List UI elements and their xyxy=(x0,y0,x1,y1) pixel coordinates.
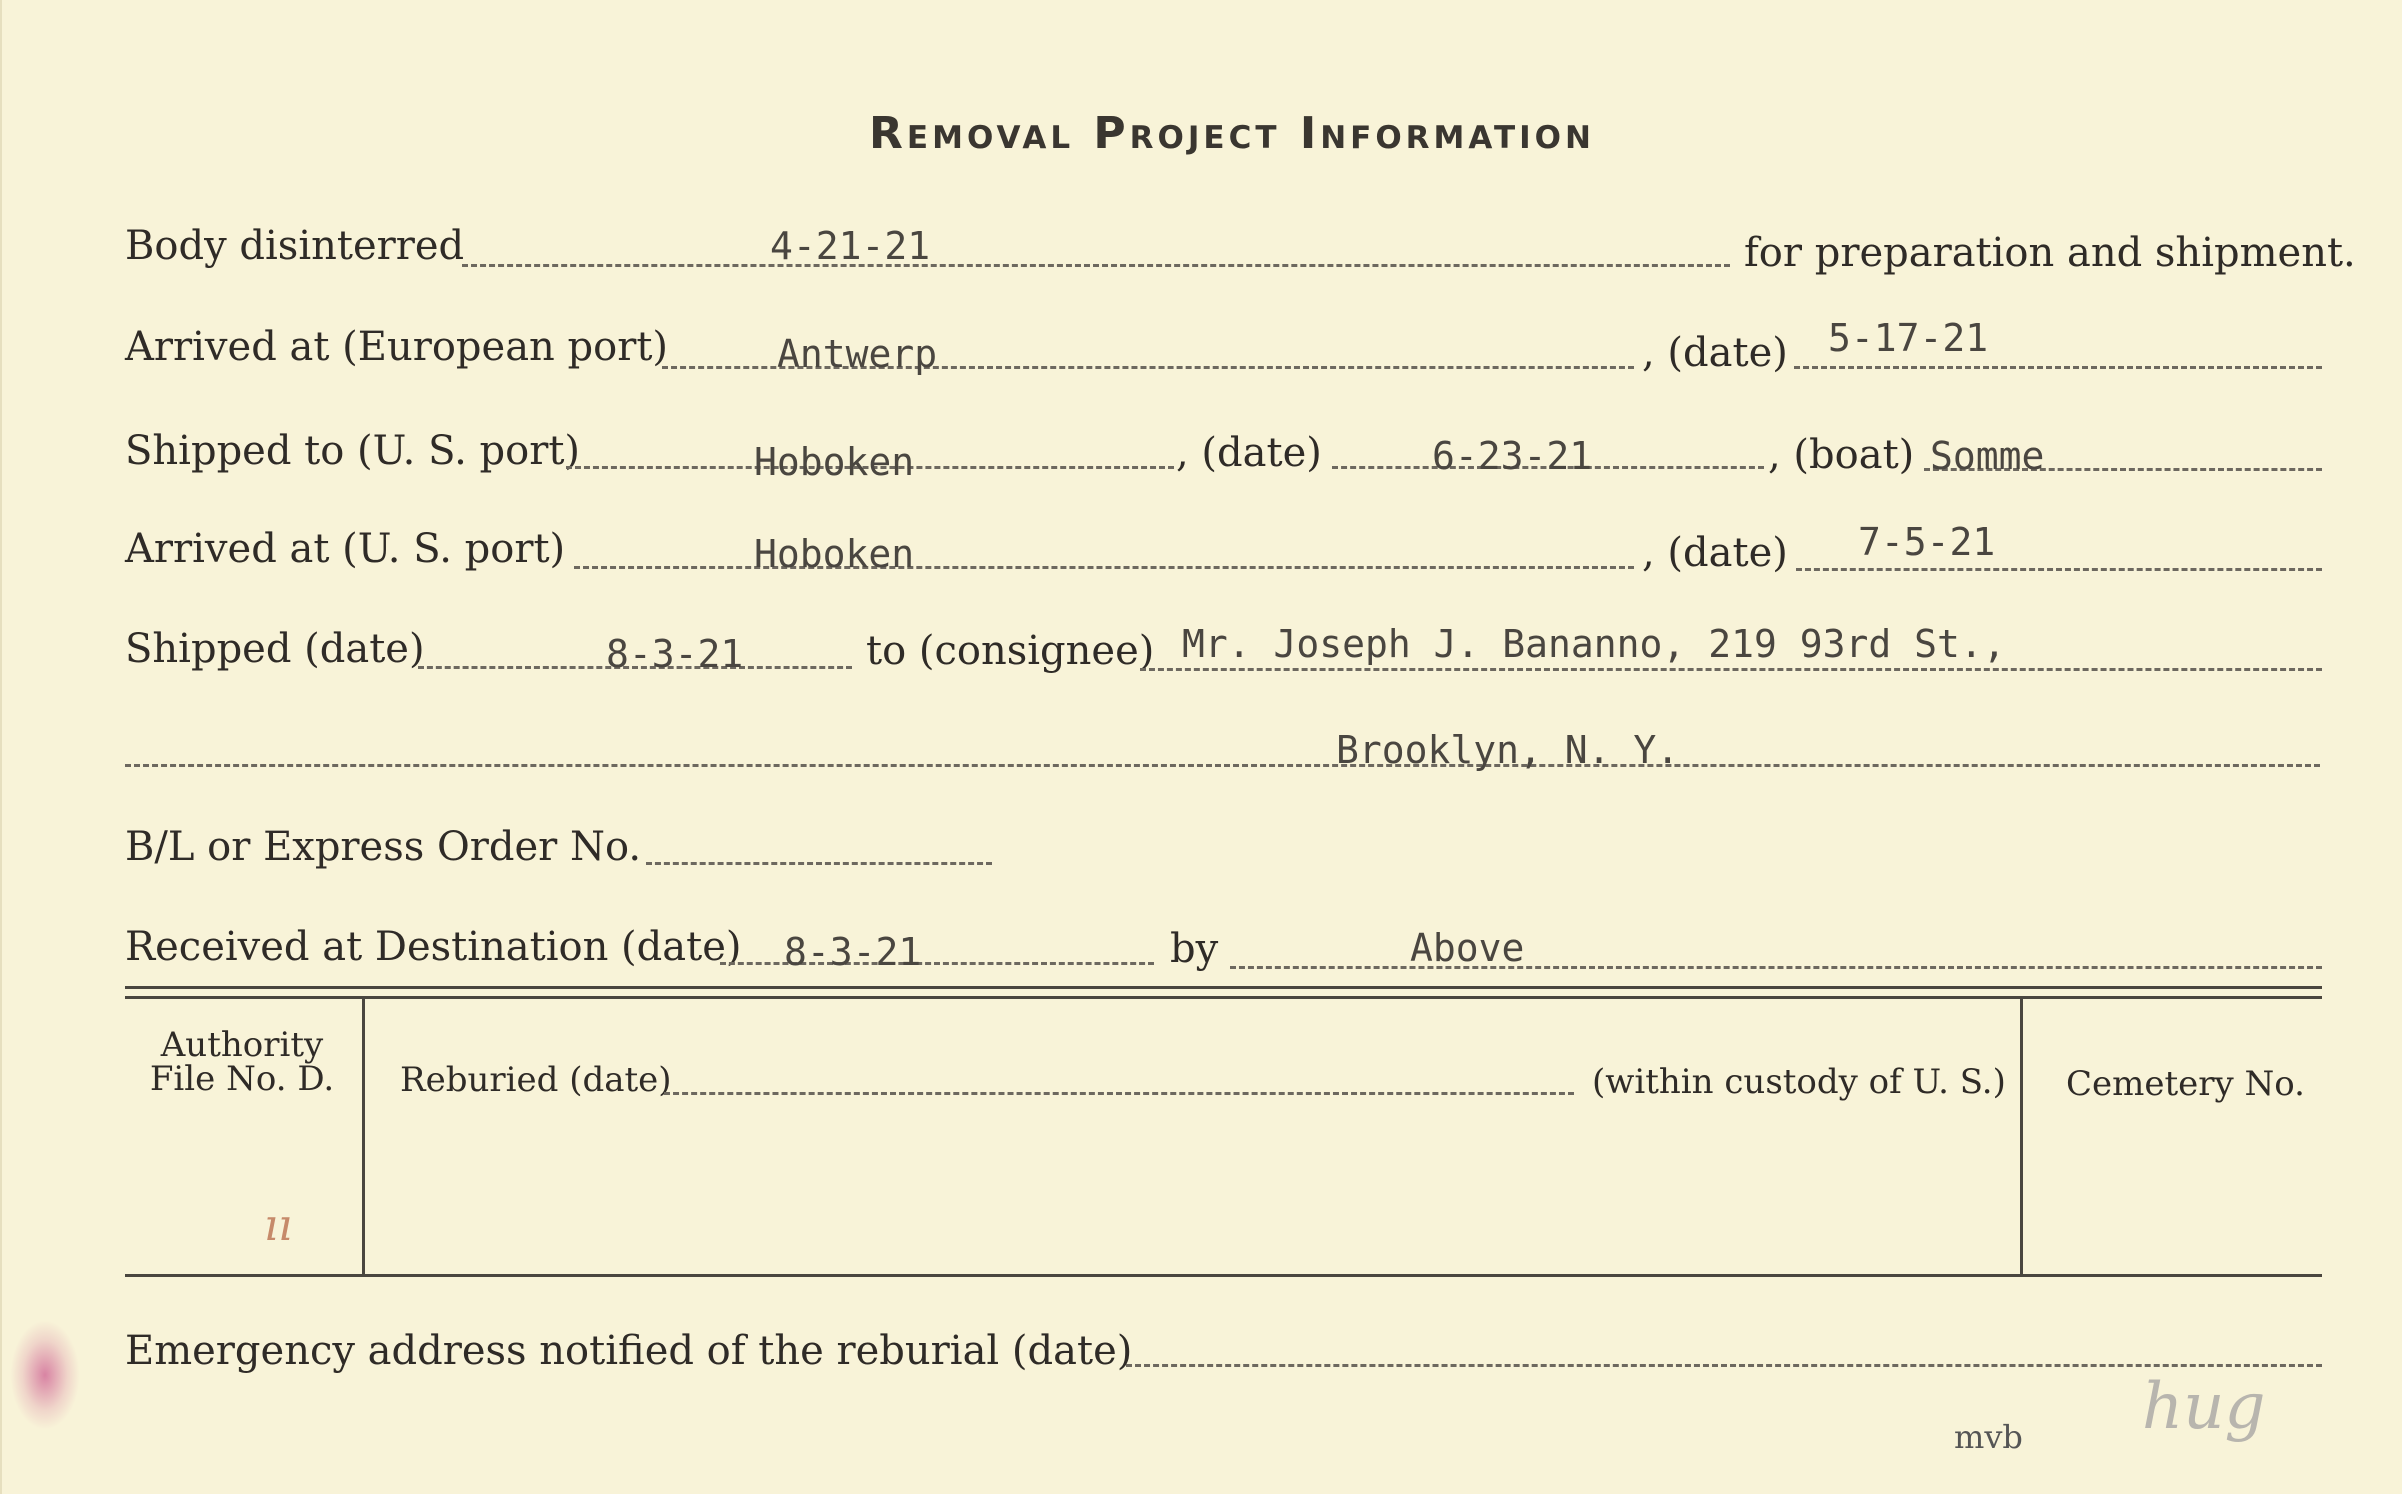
body-disinterred-label: Body disinterred xyxy=(125,223,465,269)
arrived-us-date-line xyxy=(1796,568,2322,571)
arrived-us-date: 7-5-21 xyxy=(1858,520,1996,564)
authority-file-label: Authority File No. D. xyxy=(149,1025,335,1099)
shipped-us-date-label: , (date) xyxy=(1176,430,1322,476)
received-date: 8-3-21 xyxy=(784,930,922,974)
received-by-value: Above xyxy=(1410,926,1525,970)
box-bottom-rule xyxy=(125,1274,2322,1277)
boat-value: Somme xyxy=(1930,434,2045,478)
box-top-rule-1 xyxy=(125,986,2322,989)
received-by-line xyxy=(1230,966,2322,969)
consignee-label: to (consignee) xyxy=(866,628,1155,674)
shipped-date-label: Shipped (date) xyxy=(125,626,425,672)
arrived-euro-date-line xyxy=(1794,366,2322,369)
arrived-us-date-label: , (date) xyxy=(1642,530,1788,576)
bl-express-order-label: B/L or Express Order No. xyxy=(125,824,642,870)
authority-mark: ıı xyxy=(264,1200,293,1251)
emergency-date-line xyxy=(1126,1364,2322,1367)
handwritten-signature: hug xyxy=(2142,1370,2266,1444)
arrived-us-port-value: Hoboken xyxy=(754,532,915,576)
reburied-date-line xyxy=(664,1092,1574,1095)
disinterred-date: 4-21-21 xyxy=(770,224,931,268)
shipped-date: 8-3-21 xyxy=(606,632,744,676)
received-by-label: by xyxy=(1170,926,1219,972)
arrived-european-port-label: Arrived at (European port) xyxy=(125,324,669,370)
clerk-initials: mvb xyxy=(1954,1418,2023,1456)
cemetery-no-label: Cemetery No. xyxy=(2066,1064,2305,1104)
emergency-address-label: Emergency address notified of the reburial (date) xyxy=(125,1328,1133,1374)
box-divider-right xyxy=(2020,998,2023,1274)
box-top-rule-2 xyxy=(125,996,2322,999)
arrived-euro-date: 5-17-21 xyxy=(1828,316,1989,360)
disinterred-line xyxy=(462,264,1730,267)
shipped-us-date: 6-23-21 xyxy=(1432,434,1593,478)
reburied-date-label: Reburied (date) xyxy=(400,1060,672,1100)
box-divider-left xyxy=(362,998,365,1274)
custody-label: (within custody of U. S.) xyxy=(1592,1062,2006,1102)
shipped-us-port-value: Hoboken xyxy=(754,440,915,484)
consignee-line-1 xyxy=(1140,668,2322,671)
consignee-city: Brooklyn, N. Y. xyxy=(1336,728,1680,772)
ink-stain xyxy=(10,1320,80,1430)
arrived-us-port-line xyxy=(574,566,1634,569)
form-title: Removal Project Information xyxy=(869,108,1595,159)
arrived-euro-date-label: , (date) xyxy=(1642,330,1788,376)
shipped-us-port-label: Shipped to (U. S. port) xyxy=(125,428,580,474)
shipment-suffix: for preparation and shipment. xyxy=(1744,230,2356,276)
bl-express-order-line xyxy=(646,862,992,865)
received-destination-label: Received at Destination (date) xyxy=(125,924,742,970)
consignee-line-2 xyxy=(125,764,2320,767)
boat-label: , (boat) xyxy=(1768,432,1915,478)
consignee-name-address: Mr. Joseph J. Bananno, 219 93rd St., xyxy=(1182,622,2006,666)
european-port-value: Antwerp xyxy=(777,332,938,376)
arrived-us-port-label: Arrived at (U. S. port) xyxy=(125,526,566,572)
